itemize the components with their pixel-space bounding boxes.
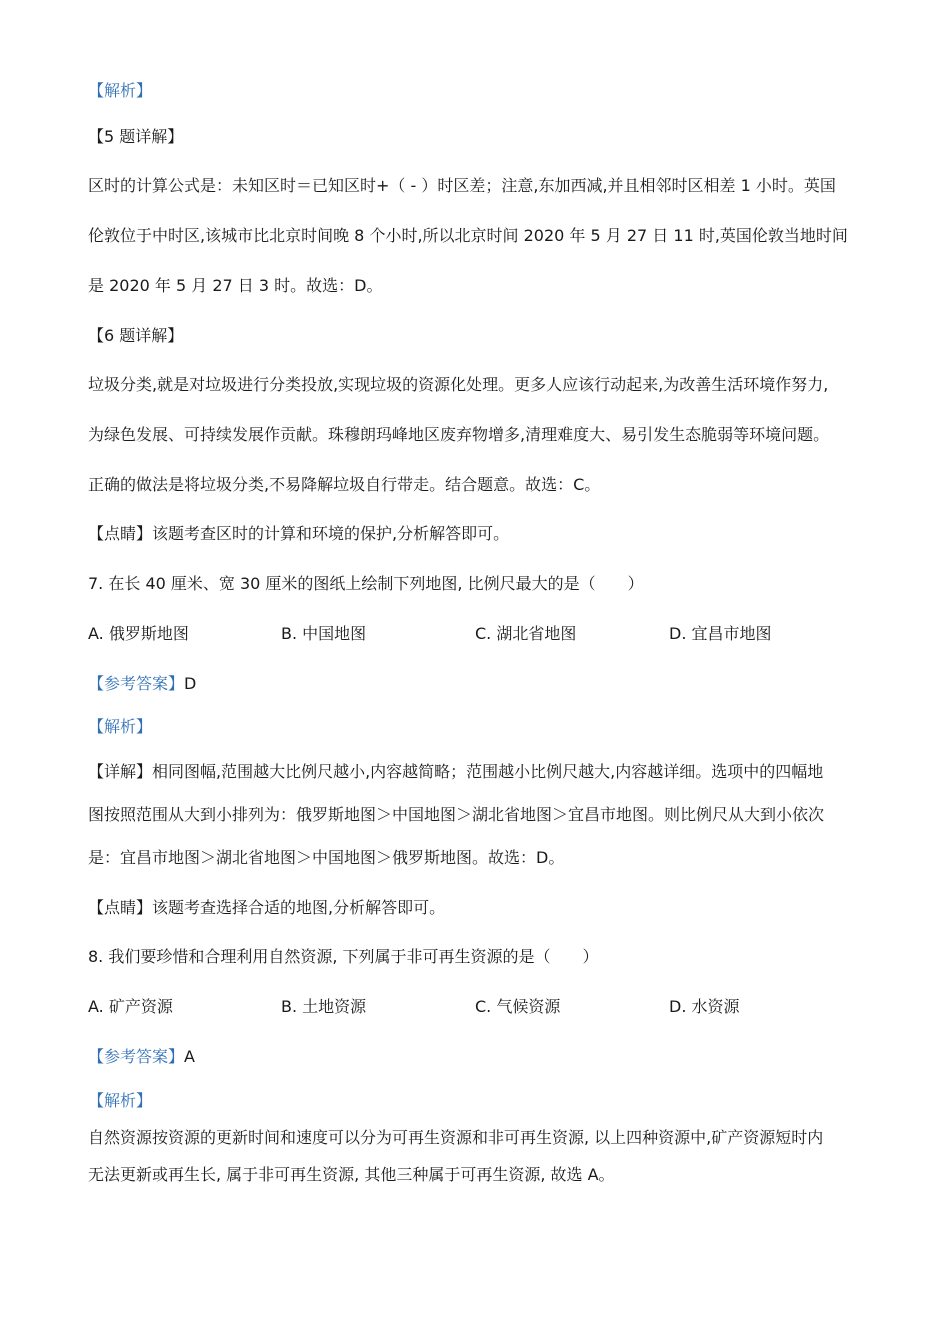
q7-stem: 7. 在长 40 厘米、宽 30 厘米的图纸上绘制下列地图, 比例尺最大的是（ ）	[88, 574, 644, 593]
answer-label: 【参考答案】	[88, 674, 185, 693]
q5-body-line: 伦敦位于中时区,该城市比北京时间晚 8 个小时,所以北京时间 2020 年 5 月 27 日 11 时,英国伦敦当地时间	[88, 226, 848, 245]
q5-6-point: 【点睛】该题考查区时的计算和环境的保护,分析解答即可。	[88, 524, 510, 543]
q7-detail-line: 是：宜昌市地图＞湖北省地图＞中国地图＞俄罗斯地图。故选：D。	[88, 848, 565, 867]
q7-analysis-label: 【解析】	[88, 717, 153, 736]
q8-option-a: A. 矿产资源	[88, 997, 173, 1016]
q7-option-b: B. 中国地图	[281, 624, 367, 643]
q8-answer	[88, 1046, 868, 1068]
q6-body-line: 为绿色发展、可持续发展作贡献。珠穆朗玛峰地区废弃物增多,清理难度大、易引发生态脆弱等环境问题。	[88, 425, 830, 444]
answer-value: A	[184, 1047, 195, 1066]
q5-body-line: 区时的计算公式是：未知区时＝已知区时+（ - ）时区差；注意,东加西减,并且相邻时区相差 1 小时。英国	[88, 176, 836, 195]
q6-body-line: 正确的做法是将垃圾分类,不易降解垃圾自行带走。结合题意。故选：C。	[88, 475, 601, 494]
q5-detail-header: 【5 题详解】	[88, 127, 184, 146]
q8-analysis-label: 【解析】	[88, 1091, 153, 1110]
q8-option-b: B. 土地资源	[281, 997, 367, 1016]
q6-body-line: 垃圾分类,就是对垃圾进行分类投放,实现垃圾的资源化处理。更多人应该行动起来,为改善生活环境作努力,	[88, 375, 829, 394]
q7-option-a: A. 俄罗斯地图	[88, 624, 189, 643]
q8-option-d: D. 水资源	[669, 997, 740, 1016]
answer-value: D	[184, 674, 197, 693]
analysis-label: 【解析】	[88, 81, 153, 100]
q7-answer	[88, 673, 868, 695]
q7-detail-line: 【详解】相同图幅,范围越大比例尺越小,内容越简略；范围越小比例尺越大,内容越详细。选项中的四幅地	[88, 762, 824, 781]
q8-stem: 8. 我们要珍惜和合理利用自然资源, 下列属于非可再生资源的是（ ）	[88, 947, 599, 966]
q7-option-d: D. 宜昌市地图	[669, 624, 772, 643]
answer-label: 【参考答案】	[88, 1047, 185, 1066]
q8-option-c: C. 气候资源	[475, 997, 561, 1016]
q7-point: 【点睛】该题考查选择合适的地图,分析解答即可。	[88, 898, 446, 917]
q5-body-line: 是 2020 年 5 月 27 日 3 时。故选：D。	[88, 276, 383, 295]
q6-detail-header: 【6 题详解】	[88, 326, 184, 345]
q7-option-c: C. 湖北省地图	[475, 624, 577, 643]
q8-body-line: 无法更新或再生长, 属于非可再生资源, 其他三种属于可再生资源, 故选 A。	[88, 1165, 615, 1184]
q8-body-line: 自然资源按资源的更新时间和速度可以分为可再生资源和非可再生资源, 以上四种资源中,矿产资源短时内	[88, 1128, 824, 1147]
q7-detail-line: 图按照范围从大到小排列为：俄罗斯地图＞中国地图＞湖北省地图＞宜昌市地图。则比例尺从大到小依次	[88, 805, 825, 824]
